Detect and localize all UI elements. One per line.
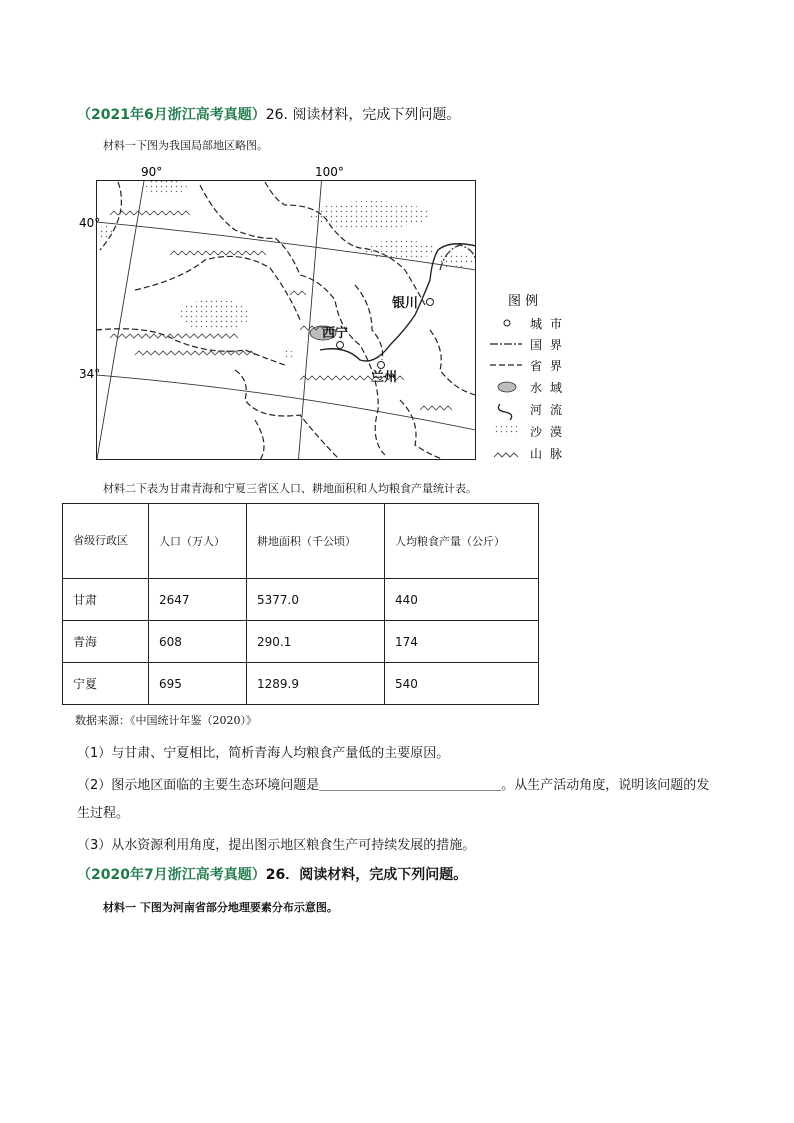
desert-areas	[97, 179, 473, 360]
material-1-caption: 材料一下图为我国局部地区略图。	[103, 139, 268, 152]
water-body-icon	[498, 382, 516, 392]
lanzhou-label: 兰州	[371, 370, 398, 385]
table-cell: 5377.0	[247, 579, 385, 621]
table-cell: 695	[149, 663, 247, 705]
lon-label-100: 100°	[315, 165, 344, 179]
yinchuan-city-icon	[427, 299, 434, 306]
sub-question-2-cont: 生过程。	[77, 806, 130, 821]
question-2-source: （2020年7月浙江高考真题）	[77, 867, 266, 883]
legend-label-mountain: 山脉	[530, 447, 571, 461]
lat-label-40: 40°	[79, 216, 101, 230]
table-cell: 290.1	[247, 621, 385, 663]
yinchuan-label: 银川	[392, 296, 419, 311]
statistics-table	[62, 503, 539, 705]
question-1-prompt: 阅读材料，完成下列问题。	[292, 107, 461, 123]
sub-question-1: （1）与甘肃、宁夏相比，简析青海人均粮食产量低的主要原因。	[77, 746, 450, 761]
material-3-caption: 材料一 下图为河南省部分地理要素分布示意图。	[103, 901, 338, 914]
city-icon	[504, 320, 510, 326]
lanzhou-city-icon	[378, 362, 385, 369]
table-cell: 540	[385, 663, 539, 705]
xining-city-icon	[337, 342, 344, 349]
table-header-row	[63, 504, 539, 579]
legend-label-desert: 沙漠	[530, 425, 571, 439]
question-1-number: 26.	[265, 107, 288, 123]
river-icon	[498, 404, 511, 420]
parallel-34	[96, 375, 476, 430]
table-cell: 174	[385, 621, 539, 663]
xining-label: 西宁	[322, 326, 349, 341]
legend-label-city: 城市	[530, 317, 571, 331]
data-source-note: 数据来源：《中国统计年鉴（2020）》	[75, 714, 257, 727]
question-1-heading	[77, 104, 460, 124]
material-2-caption: 材料二下表为甘肃青海和宁夏三省区人口、耕地面积和人均粮食产量统计表。	[103, 482, 477, 495]
table-row	[63, 621, 539, 663]
table-cell: 青海	[63, 621, 149, 663]
legend-title: 图 例	[508, 294, 539, 309]
table-header-province: 省级行政区	[63, 504, 149, 579]
lon-label-90: 90°	[141, 165, 163, 179]
question-2-number: 26．	[265, 867, 300, 883]
table-row	[63, 663, 539, 705]
provincial-borders	[96, 182, 476, 460]
sub-question-2: （2）图示地区面临的主要生态环境问题是＿＿＿＿＿＿＿＿＿＿＿＿＿＿。从生产活动角度，说明该问题的发	[77, 778, 710, 793]
table-cell: 608	[149, 621, 247, 663]
table-cell: 宁夏	[63, 663, 149, 705]
question-1-source: （2021年6月浙江高考真题）	[77, 107, 266, 123]
table-header-grain: 人均粮食产量（公斤）	[385, 504, 539, 579]
lat-label-34: 34°	[79, 367, 101, 381]
mountain-icon	[494, 453, 518, 457]
legend-label-water: 水域	[530, 381, 571, 395]
table-header-farmland: 耕地面积（千公顷）	[247, 504, 385, 579]
table-cell: 2647	[149, 579, 247, 621]
table-cell: 440	[385, 579, 539, 621]
table-header-population: 人口（万人）	[149, 504, 247, 579]
table-cell: 1289.9	[247, 663, 385, 705]
map-legend	[490, 294, 570, 461]
legend-label-river: 河流	[530, 403, 571, 417]
sub-question-3: （3）从水资源利用角度，提出图示地区粮食生产可持续发展的措施。	[77, 838, 476, 853]
meridian-90	[96, 175, 145, 465]
table-row	[63, 579, 539, 621]
table-cell: 甘肃	[63, 579, 149, 621]
desert-icon	[495, 426, 519, 436]
question-2-heading	[77, 864, 467, 884]
question-2-prompt: 阅读材料，完成下列问题。	[299, 867, 468, 883]
legend-label-provincial: 省界	[530, 359, 571, 373]
legend-label-national: 国界	[530, 338, 571, 352]
regional-map	[78, 160, 598, 470]
